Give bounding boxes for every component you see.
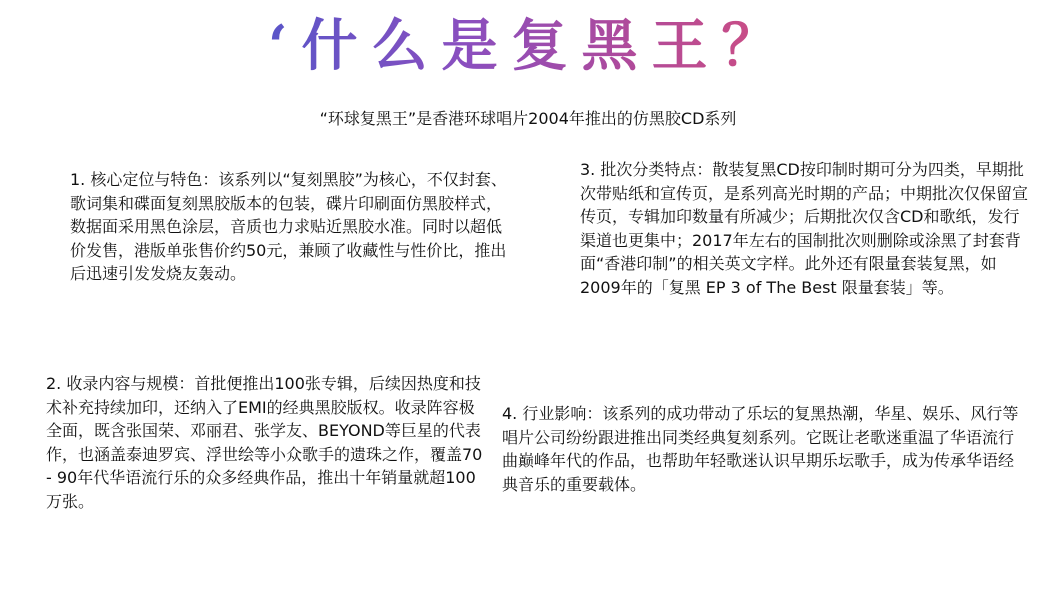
section-content-scale: 2. 收录内容与规模：首批便推出100张专辑，后续因热度和技术补充持续加印，还纳入了EMI的经典黑胶版权。收录阵容极全面，既含张国荣、邓丽君、张学友、BEYOND等巨星的代表作，也涵盖泰迪罗宾、浮世绘等小众歌手的遗珠之作，覆盖70 - 90年代华语流行乐的众多经典作品，推出十年销量就超100万张。 xyxy=(46,374,483,511)
section-batch-classification: 3. 批次分类特点：散装复黑CD按印制时期可分为四类，早期批次带贴纸和宣传页，是系列高光时期的产品；中期批次仅保留宣传页，专辑加印数量有所减少；后期批次仅含CD和歌纸，发行渠道也更集中；2017年左右的国制批次则删除或涂黑了封套背面“香港印制”的相关英文字样。此外还有限量套装复黑，如2009年的「复黑 EP 3 of The Best 限量套装」等。 xyxy=(580,160,1029,297)
page-title: ‘什么是复黑王？ xyxy=(268,6,828,86)
page-subtitle: “环球复黑王”是香港环球唱片2004年推出的仿黑胶CD系列 xyxy=(319,109,737,128)
section-core-positioning: 1. 核心定位与特色：该系列以“复刻黑胶”为核心，不仅封套、歌词集和碟面复刻黑胶版本的包装，碟片印刷面仿黑胶样式，数据面采用黑色涂层，音质也力求贴近黑胶水准。同时以超低价发售，港版单张售价约50元，兼顾了收藏性与性价比，推出后迅速引发发烧友轰动。 xyxy=(70,170,507,283)
section-industry-impact: 4. 行业影响：该系列的成功带动了乐坛的复黑热潮，华星、娱乐、风行等唱片公司纷纷跟进推出同类经典复刻系列。它既让老歌迷重温了华语流行曲巅峰年代的作品，也帮助年轻歌迷认识早期乐坛歌手，成为传承华语经典音乐的重要载体。 xyxy=(502,404,1019,494)
